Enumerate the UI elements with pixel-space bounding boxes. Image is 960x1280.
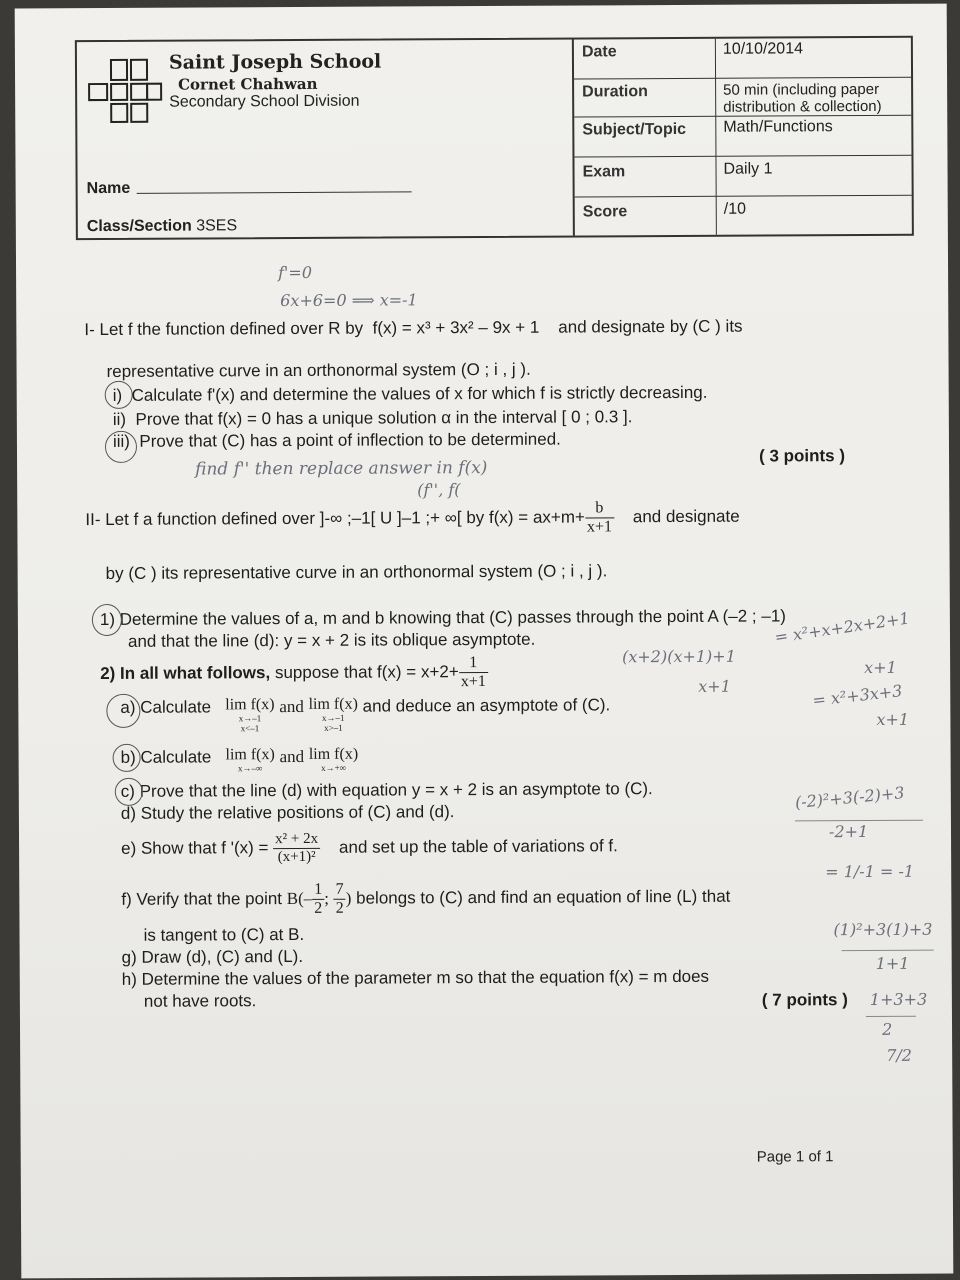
part2-intro-cont: by (C ) its representative curve in an orthonormal system (O ; i , j ). <box>105 561 608 583</box>
part2-q2e: e) Show that f '(x) = $\frac{\text{x² + 2x}}{\text{(x+1)²}}$ and set up the table of variations of f. <box>121 830 618 866</box>
pen-circle <box>105 381 133 409</box>
handwritten-note: 1+1 <box>875 953 910 973</box>
school-branch: Cornet Chahwan <box>178 74 318 94</box>
info-row-subject: Subject/Topic Math/Functions <box>574 116 911 158</box>
part2-q2g: g) Draw (d), (C) and (L). <box>121 946 304 967</box>
pen-circle <box>105 431 137 463</box>
part2-q2f: f) Verify that the point B(– $\frac{1}{2}$ ; $\frac{7}{2}$ ) belongs to (C) and find an equation of line (L) that <box>121 880 731 917</box>
info-row-duration: Duration 50 min (including paper distribution & collection) <box>574 78 911 118</box>
part2-q2h: h) Determine the values of the parameter m so that the equation f(x) = m does <box>121 966 710 989</box>
part2-q2d: d) Study the relative positions of (C) and (d). <box>120 802 455 823</box>
part1-item-iii: iii) Prove that (C) has a point of inflection to be determined. <box>112 429 561 451</box>
class-section: Class/Section 3SES <box>86 217 238 236</box>
info-row-exam: Exam Daily 1 <box>574 156 911 198</box>
part1-points: ( 3 points ) <box>758 446 846 466</box>
exam-header <box>75 36 914 240</box>
part2-q2: 2) In all what follows, suppose that f(x) = x+2+ $\frac{1}{x+1}$ <box>100 654 486 691</box>
name-label: Name <box>86 179 131 198</box>
handwritten-note: = x²+x+2x+2+1 <box>773 608 911 647</box>
handwritten-note: 2 <box>881 1019 893 1039</box>
handwritten-note: find f'' then replace answer in f(x) <box>195 457 488 480</box>
part1-item-i: i) Calculate f'(x) and determine the values of x for which f is strictly decreasing. <box>112 382 708 405</box>
part2-points: ( 7 points ) <box>761 990 848 1010</box>
part2-q2f-cont: is tangent to (C) at B. <box>143 924 305 945</box>
handwritten-note: (x+2)(x+1)+1 <box>622 646 736 667</box>
part2-q2c: c) Prove that the line (d) with equation y = x + 2 is an asymptote to (C). <box>120 779 653 801</box>
school-division: Secondary School Division <box>169 92 360 111</box>
part2-q2a: a) Calculate lim f(x) x→–1 x<–1 and lim f(x) x→–1 x>–1 and deduce an asymptote of (C). <box>120 695 611 734</box>
info-grid <box>574 38 912 236</box>
handwritten-note: 7/2 <box>886 1045 912 1065</box>
exam-paper <box>15 4 954 1279</box>
info-row-score: Score /10 <box>582 200 747 221</box>
part2-intro: II- Let f a function defined over ]-∞ ;–1[ U ]–1 ;+ ∞[ by f(x) = ax+m+ $\frac{b}{x+1}$ and designate <box>85 499 740 536</box>
pen-circle <box>106 694 140 728</box>
pen-circle <box>113 744 141 772</box>
handwritten-note: (f'', f( <box>417 480 461 500</box>
handwritten-note: = x²+3x+3 <box>811 681 904 710</box>
handwritten-note: 1+3+3 <box>869 989 928 1009</box>
part1-item-ii: ii) Prove that f(x) = 0 has a unique solution α in the interval [ 0 ; 0.3 ]. <box>112 407 633 429</box>
school-logo <box>85 56 165 126</box>
handwritten-note: (-2)²+3(-2)+3 <box>794 783 906 813</box>
part2-q2b: b) Calculate lim f(x) x→–∞ and lim f(x) x→+∞ <box>120 745 359 774</box>
part1-intro-cont: representative curve in an orthonormal system (O ; i , j ). <box>106 359 531 381</box>
handwritten-note: x+1 <box>698 676 731 696</box>
handwritten-note: (1)²+3(1)+3 <box>833 919 933 940</box>
handwritten-note: = 1/-1 = -1 <box>825 861 915 882</box>
part1-intro: I- Let f the function defined over R by f(x) = x³ + 3x² – 9x + 1 and designate by (C ) its <box>84 316 743 340</box>
part2-q1: 1) Determine the values of a, m and b knowing that (C) passes through the point A (–2 ; –1) <box>99 606 786 630</box>
name-field[interactable] <box>137 191 412 193</box>
class-value: 3SES <box>196 217 238 235</box>
part2-q1-cont: and that the line (d): y = x + 2 is its oblique asymptote. <box>127 629 536 651</box>
school-name: Saint Joseph School <box>168 50 382 74</box>
pen-circle <box>115 778 143 806</box>
info-row-date: Date 10/10/2014 <box>574 38 911 80</box>
handwritten-note: f'=0 <box>278 262 313 283</box>
pen-circle <box>92 604 122 636</box>
handwritten-note: x+1 <box>876 709 910 729</box>
part1-function: f(x) = x³ + 3x² – 9x + 1 <box>372 317 540 338</box>
handwritten-note: -2+1 <box>828 821 869 842</box>
handwritten-note: x+1 <box>864 657 897 678</box>
page-number: Page 1 of 1 <box>756 1148 834 1166</box>
part2-q2h-cont: not have roots. <box>143 991 257 1011</box>
handwritten-note: 6x+6=0 ⟹ x=-1 <box>280 290 418 311</box>
